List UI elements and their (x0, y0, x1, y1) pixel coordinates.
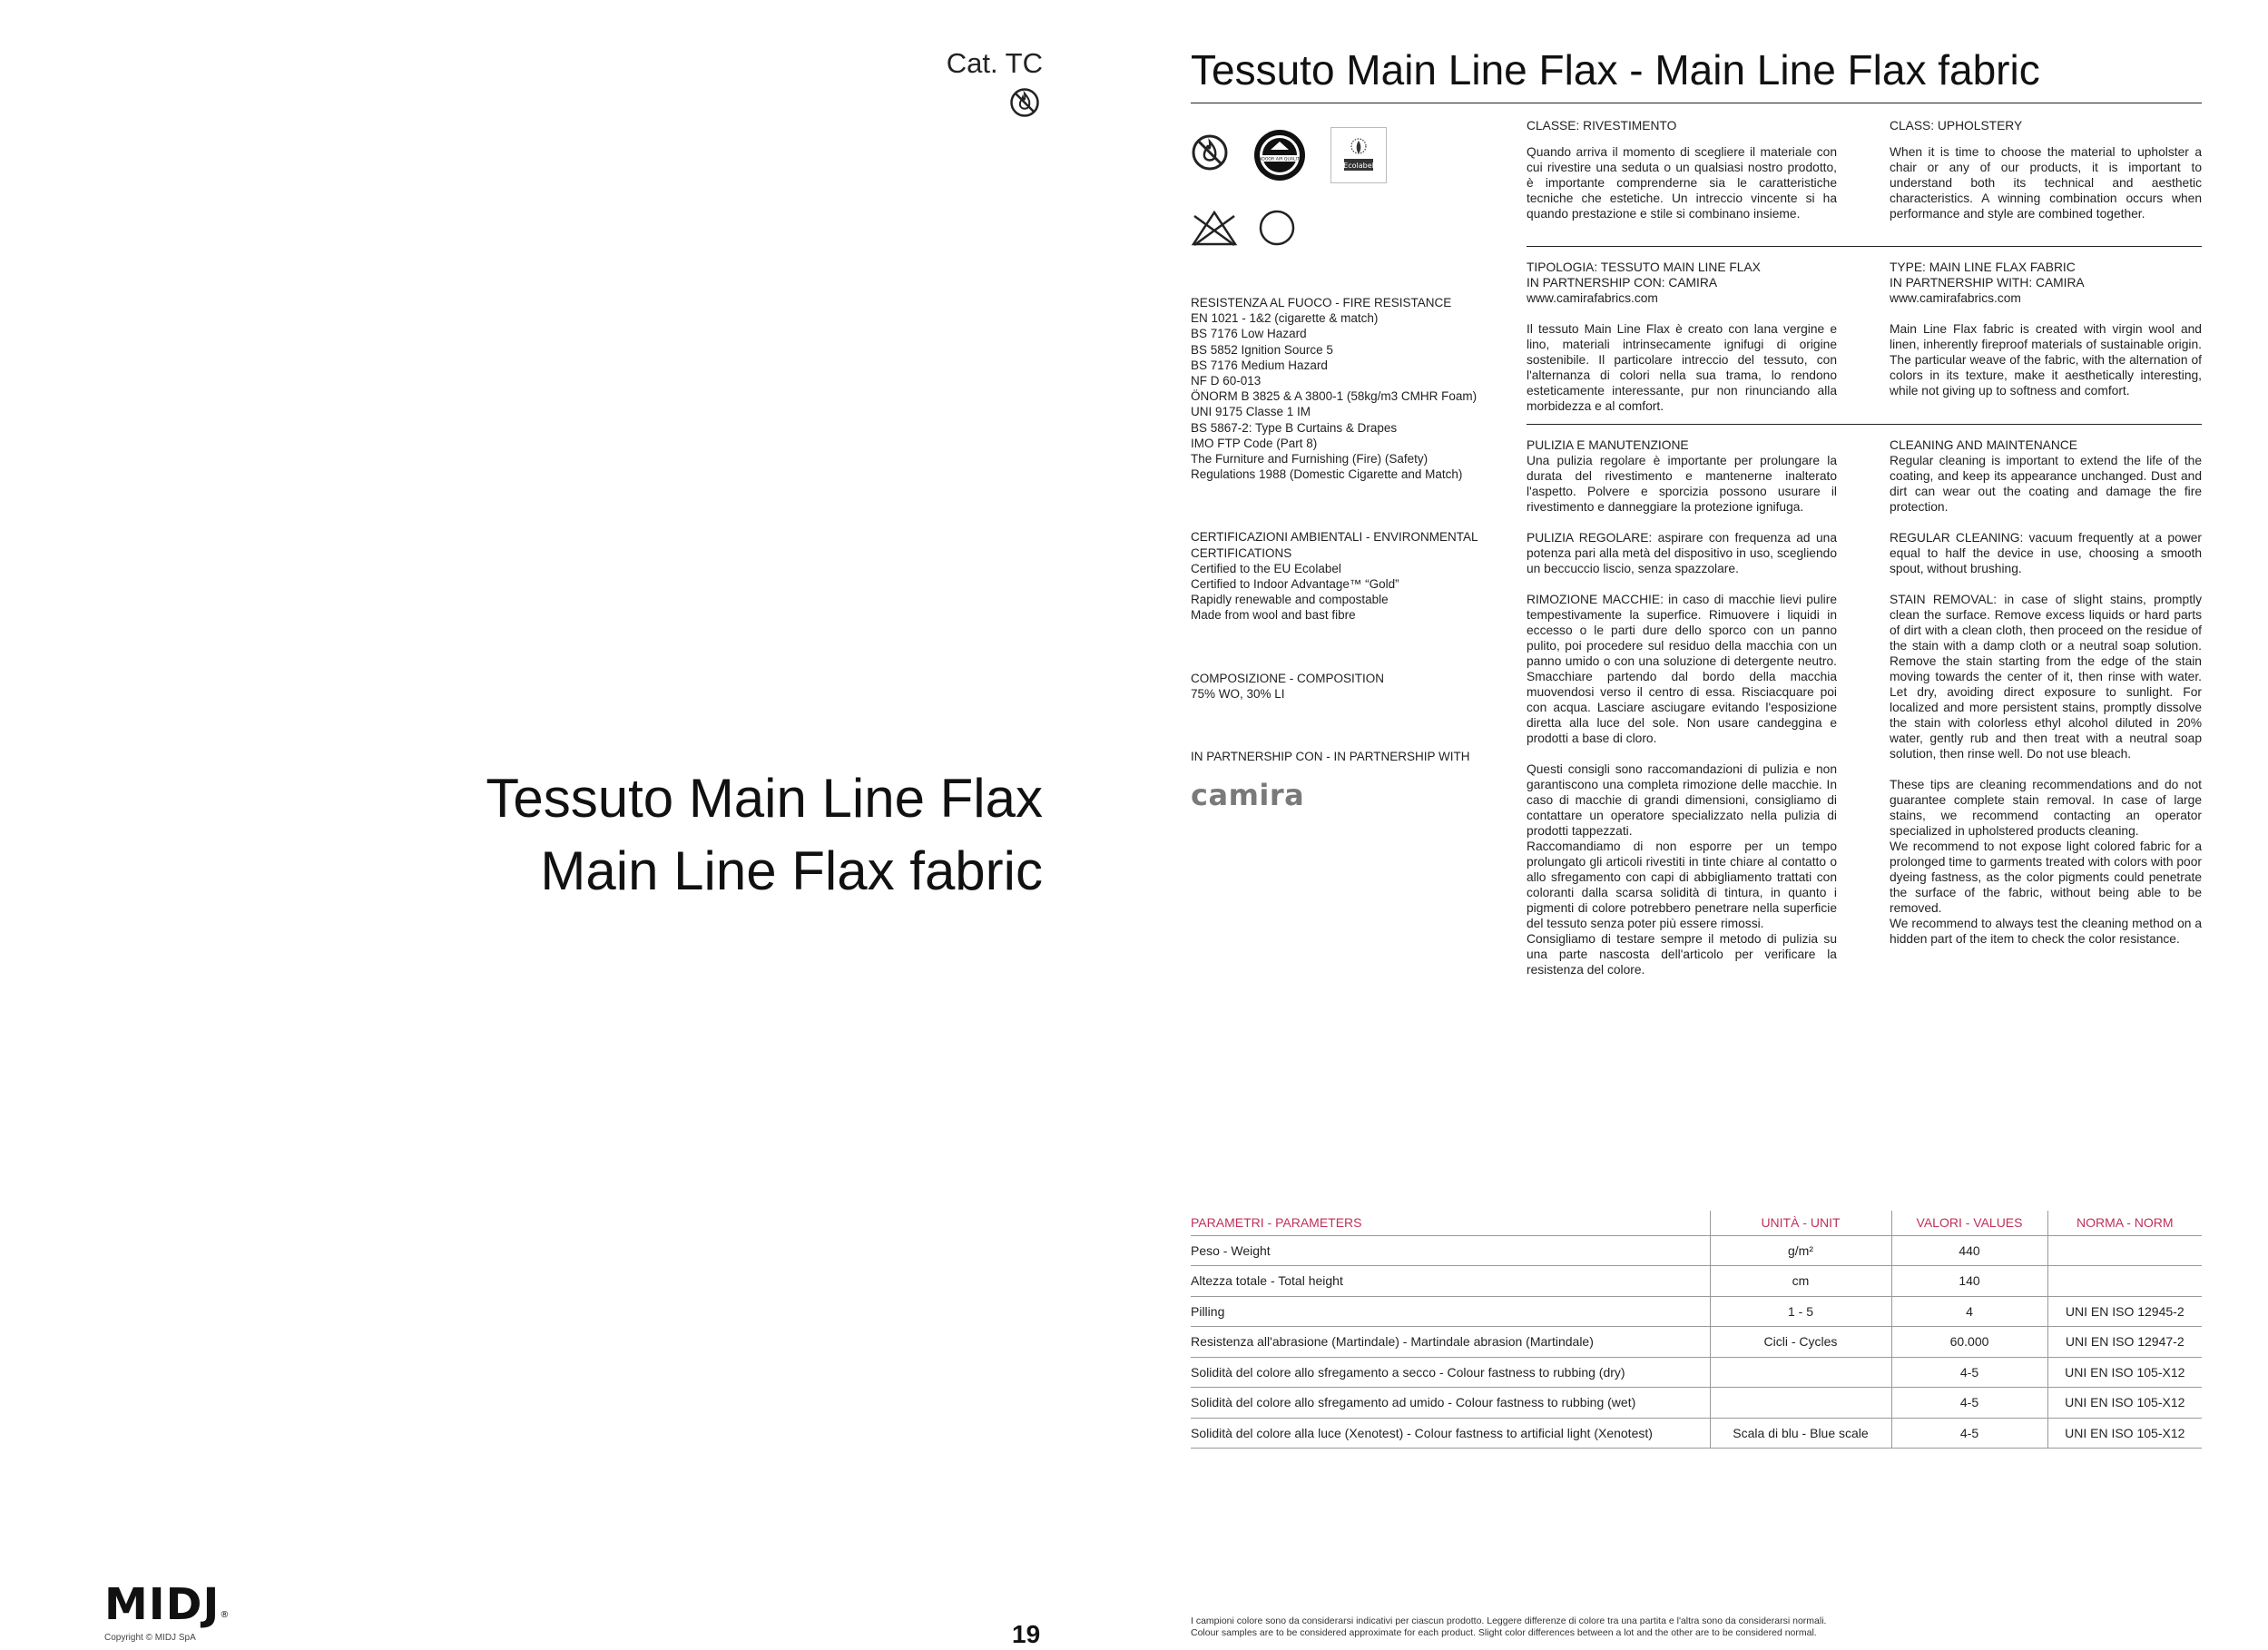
table-row (1191, 1418, 2202, 1449)
page-title-left (486, 762, 1043, 908)
param-cell: Solidità del colore allo sfregamento a secco - Colour fastness to rubbing (dry) (1191, 1357, 1710, 1388)
type-section-en (1890, 260, 2202, 398)
svg-text:INDOOR AIR QUALITY: INDOOR AIR QUALITY (1257, 157, 1302, 162)
fire-line: BS 5867-2: Type B Curtains & Drapes (1191, 420, 1398, 435)
ecolabel-text: Ecolabel (1343, 162, 1374, 170)
value-cell: 440 (1891, 1235, 2047, 1266)
ecolabel-icon (1330, 127, 1387, 183)
class-text-it: Quando arriva il momento di scegliere il materiale con cui rivestire una seduta o un qualsiasi nostro prodotto, è importante comprenderne sia le caratteristiche tecniche che estetiche. Un intreccio vincente si ha quando prestazione e stile si combinano insieme. (1527, 145, 1837, 221)
cleaning-text-it: Una pulizia regolare è importante per prolungare la durata del rivestimento e mantenerne inalterato l'aspetto. Polvere e sporcizia possono usurare il rivestimento e danneggiare la protezione ignifuga. (1527, 454, 1837, 514)
regular-cleaning-it: PULIZIA REGOLARE: aspirare con frequenza ad una potenza pari alla metà del dispositivo in uso, scegliendo un beccuccio liscio, senza spazzolare. (1527, 531, 1837, 575)
environmental-section (1191, 529, 1508, 623)
param-cell: Altezza totale - Total height (1191, 1266, 1710, 1297)
column-header: VALORI - VALUES (1891, 1211, 2047, 1235)
norm-cell (2047, 1235, 2202, 1266)
param-cell: Pilling (1191, 1296, 1710, 1327)
parameters-table (1191, 1211, 2202, 1449)
type-text-en: Main Line Flax fabric is created with virgin wool and linen, inherently fireproof materials of sustainable origin. The particular weave of the fabric, with the alternation of colors in its texture, make it aesthetically interesting, while not giving up to softness and comfort. (1890, 322, 2202, 398)
category-label: Cat. TC (946, 47, 1043, 79)
cleaning-tips-it: Questi consigli sono raccomandazioni di pulizia e non garantiscono una completa rimozione delle macchie. In caso di macchie di grandi dimensioni, consigliamo di contattare un operatore specializzato nella pulizia di prodotti tappezzati. Raccomandiamo di non esporre per un tempo prolungato gli articoli rivestiti in tinte chiare al contatto o allo sfregamento con capi di abbigliamento trattati con coloranti dalla scarsa solidità di tintura, in quanto i pigmenti di colore potrebbero penetrare nella superficie del tessuto senza poter più essere rimossi. Consigliamo di testare sempre il metodo di pulizia su una parte nascosta dell'articolo per verificare la resistenza del colore. (1527, 762, 1837, 977)
unit-cell: 1 - 5 (1710, 1296, 1891, 1327)
composition-heading: COMPOSIZIONE - COMPOSITION (1191, 671, 1385, 685)
regular-cleaning-en: REGULAR CLEANING: vacuum frequently at a power equal to half the device in use, choosing a smooth spout, without brushing. (1890, 531, 2202, 575)
title-line-english: Main Line Flax fabric (540, 840, 1043, 901)
camira-logo: camira (1191, 778, 1305, 812)
norm-cell: UNI EN ISO 105-X12 (2047, 1388, 2202, 1419)
class-heading-it: CLASSE: RIVESTIMENTO (1527, 119, 1677, 133)
table-header-row (1191, 1211, 2202, 1235)
type-heading-en: TYPE: MAIN LINE FLAX FABRIC IN PARTNERSHIP WITH: CAMIRA www.camirafabrics.com (1890, 260, 2085, 305)
norm-cell (2047, 1266, 2202, 1297)
param-cell: Solidità del colore allo sfregamento ad umido - Colour fastness to rubbing (wet) (1191, 1388, 1710, 1419)
table-row (1191, 1266, 2202, 1297)
fire-line: EN 1021 - 1&2 (cigarette & match) (1191, 311, 1379, 326)
cleaning-heading-en: CLEANING AND MAINTENANCE (1890, 438, 2077, 452)
column-header: PARAMETRI - PARAMETERS (1191, 1211, 1710, 1235)
env-line: Rapidly renewable and compostable (1191, 593, 1389, 607)
copyright: Copyright © MIDJ SpA (104, 1633, 196, 1643)
partner-heading: IN PARTNERSHIP CON - IN PARTNERSHIP WITH (1191, 750, 1470, 764)
unit-cell: Scala di blu - Blue scale (1710, 1418, 1891, 1449)
table-row (1191, 1235, 2202, 1266)
column-header: UNITÀ - UNIT (1710, 1211, 1891, 1235)
english-column (1890, 118, 2202, 221)
composition-section (1191, 671, 1508, 702)
fire-line: Regulations 1988 (Domestic Cigarette and Match) (1191, 467, 1463, 482)
fire-line: BS 7176 Medium Hazard (1191, 358, 1328, 372)
indoor-air-quality-seal-icon (1252, 128, 1307, 182)
norm-cell: UNI EN ISO 105-X12 (2047, 1357, 2202, 1388)
dry-clean-icon (1258, 209, 1296, 247)
unit-cell: cm (1710, 1266, 1891, 1297)
fire-line: BS 5852 Ignition Source 5 (1191, 342, 1333, 357)
param-cell: Solidità del colore alla luce (Xenotest) - Colour fastness to artificial light (Xenotest) (1191, 1418, 1710, 1449)
table-row (1191, 1327, 2202, 1358)
env-line: Certified to the EU Ecolabel (1191, 561, 1341, 575)
value-cell: 4-5 (1891, 1418, 2047, 1449)
fire-resistance-heading: RESISTENZA AL FUOCO - FIRE RESISTANCE (1191, 296, 1452, 309)
fire-resistance-section (1191, 295, 1508, 482)
brand-name: MIDJ (104, 1579, 221, 1630)
footnote (1191, 1616, 1826, 1639)
stain-removal-it: RIMOZIONE MACCHIE: in caso di macchie lievi pulire tempestivamente la superfice. Rimuovere i liquidi in eccesso o le parti dure dello sporco con un panno pulito, poi procedere sul residuo della macchia con un panno umido o con una soluzione di detergente neutro. Smacchiare partendo dal bordo della macchia muovendosi verso il centro di essa. Risciacquare poi con acqua. Lasciare asciugare evitando l'esposizione diretta alla luce del sole. Non usare candeggina e prodotti a base di cloro. (1527, 593, 1837, 745)
do-not-bleach-icon (1191, 209, 1238, 247)
fire-line: BS 7176 Low Hazard (1191, 327, 1307, 341)
cleaning-tips-en: These tips are cleaning recommendations and do not guarantee complete stain removal. In case of large stains, we recommend contacting an operator specialized in upholstered products cleaning. We recommend to not expose light colored fabric for a prolonged time to garments treated with colors with poor dyeing fastness, as the color pigments could penetrate the surface of the fabric, without being able to be removed. We recommend to always test the cleaning method on a hidden part of the item to check the color resistance. (1890, 778, 2202, 946)
stain-removal-en: STAIN REMOVAL: in case of slight stains, promptly clean the surface. Remove excess liquids or hard parts of dirt with a clean cloth, then proceed on the residue of the stain with a damp cloth or a neutral soap solution. Remove the stain starting from the edge of the stain moving towards the center of it, then rinse with water. Let dry, avoiding direct exposure to sunlight. For localized and more persistent stains, promptly dissolve the stain with colorless ethyl alcohol diluted in 20% water, gently rub and then treat with a neutral soap solution, then rinse well. Do not use bleach. (1890, 593, 2202, 761)
title-line-italian: Tessuto Main Line Flax (486, 768, 1043, 829)
norm-cell: UNI EN ISO 105-X12 (2047, 1418, 2202, 1449)
param-cell: Peso - Weight (1191, 1235, 1710, 1266)
value-cell: 4-5 (1891, 1388, 2047, 1419)
environmental-heading: CERTIFICAZIONI AMBIENTALI - ENVIRONMENTAL CERTIFICATIONS (1191, 530, 1478, 560)
unit-cell (1710, 1388, 1891, 1419)
fire-line: ÖNORM B 3825 & A 3800-1 (58kg/m3 CMHR Foam) (1191, 389, 1478, 404)
brand-logo: MIDJ® (104, 1579, 231, 1630)
unit-cell: Cicli - Cycles (1710, 1327, 1891, 1358)
page-number: 19 (1012, 1620, 1041, 1648)
fire-line: IMO FTP Code (Part 8) (1191, 436, 1318, 450)
fire-line: NF D 60-013 (1191, 374, 1262, 388)
section-divider (1527, 424, 2202, 425)
page-title: Tessuto Main Line Flax - Main Line Flax fabric (1191, 46, 2040, 93)
composition-value: 75% WO, 30% LI (1191, 686, 1285, 701)
param-cell: Resistenza all'abrasione (Martindale) - Martindale abrasion (Martindale) (1191, 1327, 1710, 1358)
unit-cell: g/m² (1710, 1235, 1891, 1266)
fire-line: The Furniture and Furnishing (Fire) (Safety) (1191, 452, 1429, 467)
fire-resistant-icon (1191, 133, 1229, 172)
footnote-english: Colour samples are to be considered approximate for each product. Slight color differences between a lot and the other are to be considered normal. (1191, 1627, 1817, 1638)
table-row (1191, 1357, 2202, 1388)
norm-cell: UNI EN ISO 12947-2 (2047, 1327, 2202, 1358)
cleaning-section-en (1890, 437, 2202, 962)
type-heading-it: TIPOLOGIA: TESSUTO MAIN LINE FLAX IN PARTNERSHIP CON: CAMIRA www.camirafabrics.com (1527, 260, 1761, 305)
cleaning-section-it (1527, 437, 1837, 993)
table-row (1191, 1388, 2202, 1419)
class-text-en: When it is time to choose the material to upholster a chair or any of our products, it is important to understand both its technical and aesthetic characteristics. A winning combination occurs when performance and style are combined together. (1890, 145, 2202, 221)
column-header: NORMA - NORM (2047, 1211, 2202, 1235)
env-line: Made from wool and bast fibre (1191, 608, 1356, 623)
class-heading-en: CLASS: UPHOLSTERY (1890, 119, 2023, 133)
fire-line: UNI 9175 Classe 1 IM (1191, 405, 1311, 419)
env-line: Certified to Indoor Advantage™ “Gold” (1191, 577, 1399, 592)
italian-column (1527, 118, 1837, 221)
partner-section (1191, 749, 1508, 764)
footnote-italian: I campioni colore sono da considerarsi indicativi per ciascun prodotto. Leggere differenze di colore tra una partita e l'altra sono da considerarsi normali. (1191, 1616, 1827, 1626)
specs-column (1191, 295, 1508, 764)
value-cell: 4-5 (1891, 1357, 2047, 1388)
table-row (1191, 1296, 2202, 1327)
fire-resistant-icon (1009, 87, 1040, 118)
value-cell: 60.000 (1891, 1327, 2047, 1358)
value-cell: 140 (1891, 1266, 2047, 1297)
cleaning-heading-it: PULIZIA E MANUTENZIONE (1527, 438, 1689, 452)
cleaning-text-en: Regular cleaning is important to extend the life of the coating, and keep its appearance unchanged. Dust and dirt can wear out the coating and damage the fire protection. (1890, 454, 2202, 514)
unit-cell (1710, 1357, 1891, 1388)
norm-cell: UNI EN ISO 12945-2 (2047, 1296, 2202, 1327)
section-divider (1527, 246, 2202, 247)
type-text-it: Il tessuto Main Line Flax è creato con lana vergine e lino, materiali intrinsecamente ignifugi di origine sostenibile. Il particolare intreccio del tessuto, con l'alternanza di colori nella sua trama, lo rendono esteticamente interessante, pur non rinunciando alla morbidezza e al comfort. (1527, 322, 1837, 413)
type-section-it (1527, 260, 1837, 414)
value-cell: 4 (1891, 1296, 2047, 1327)
